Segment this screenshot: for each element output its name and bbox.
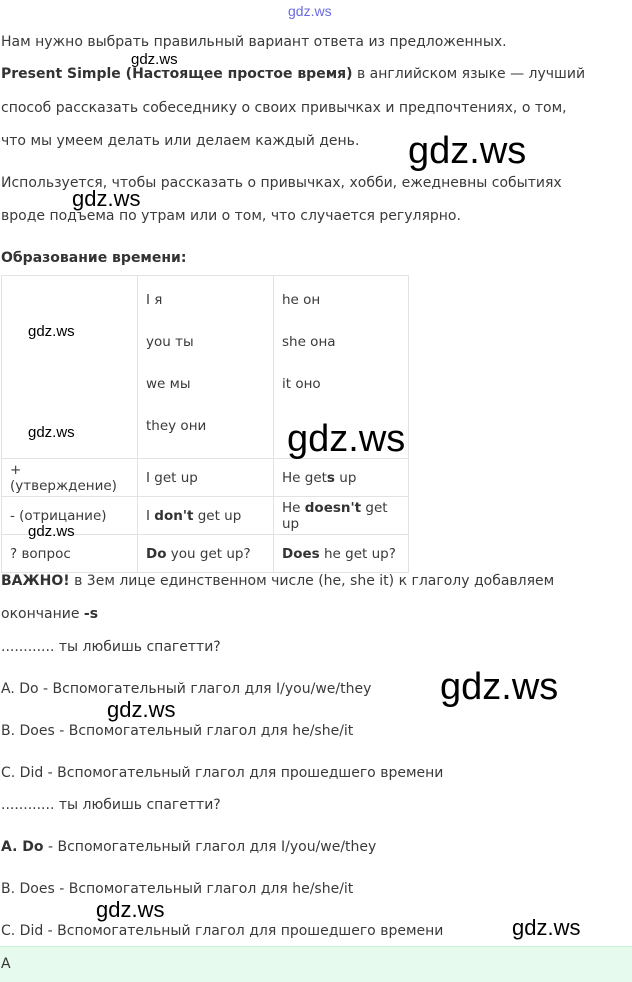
question-2: ............ ты любишь спагетти? (1, 797, 221, 813)
answer-text: A (1, 956, 11, 972)
pronoun: it оно (282, 376, 321, 392)
watermark: gdz.ws (131, 51, 178, 68)
present-simple-line1 (1, 66, 585, 82)
option-b-repeat: B. Does - Вспомогательный глагол для he/she/it (1, 881, 354, 897)
intro-text: Нам нужно выбрать правильный вариант ответа из предложенных. (1, 34, 507, 50)
present-simple-line1-rest: в английском языке — лучший (352, 66, 586, 82)
watermark: gdz.ws (28, 323, 75, 340)
cell: I get up (138, 459, 274, 497)
watermark: gdz.ws (28, 523, 75, 540)
watermark: gdz.ws (287, 418, 406, 460)
important-line2: окончание -s (1, 606, 99, 622)
usage-line2: вроде подъема по утрам или о том, что случается регулярно. (1, 208, 461, 224)
usage-line1: Используется, чтобы рассказать о привычках, хобби, ежедневны событиях (1, 175, 562, 191)
watermark: gdz.ws (440, 666, 559, 708)
pronouns-plural-cell (138, 276, 274, 459)
watermark: gdz.ws (96, 897, 165, 922)
table-row-question (2, 535, 409, 573)
table-row-affirmative (2, 459, 409, 497)
present-simple-term: Present Simple (Настоящее простое время) (1, 66, 353, 82)
watermark: gdz.ws (72, 186, 141, 211)
row-label: ? вопрос (2, 535, 138, 573)
watermark-top: gdz.ws (288, 3, 332, 19)
pronoun: they они (146, 418, 207, 434)
option-a-correct: A. Do - Вспомогательный глагол для I/you/we/they (1, 839, 377, 855)
watermark: gdz.ws (512, 915, 581, 940)
important-line1: ВАЖНО! в 3ем лице единственном числе (he, she it) к глаголу добавляем (1, 573, 555, 589)
pronoun: we мы (146, 376, 191, 392)
pronoun: he он (282, 292, 321, 308)
pronoun: I я (146, 292, 163, 308)
pronoun: you ты (146, 334, 194, 350)
cell: He gets up (274, 459, 409, 497)
important-label: ВАЖНО! (1, 573, 70, 589)
cell: He doesn't get up (274, 497, 409, 535)
present-simple-line2: способ рассказать собеседнику о своих привычках и предпочтениях, о том, (1, 100, 567, 116)
answer-bar (0, 946, 632, 982)
option-a: A. Do - Вспомогательный глагол для I/you/we/they (1, 681, 372, 697)
pronoun: she она (282, 334, 336, 350)
row-label: + (утверждение) (2, 459, 138, 497)
option-c-repeat: C. Did - Вспомогательный глагол для прошедшего времени (1, 923, 444, 939)
cell: Do you get up? (138, 535, 274, 573)
formation-heading: Образование времени: (1, 250, 187, 266)
present-simple-line3: что мы умеем делать или делаем каждый день. (1, 133, 360, 149)
watermark: gdz.ws (408, 130, 527, 172)
cell: Does he get up? (274, 535, 409, 573)
option-c: C. Did - Вспомогательный глагол для прошедшего времени (1, 765, 444, 781)
watermark: gdz.ws (107, 697, 176, 722)
cell: I don't get up (138, 497, 274, 535)
row-label: - (отрицание) (2, 497, 138, 535)
question-1: ............ ты любишь спагетти? (1, 639, 221, 655)
watermark: gdz.ws (28, 424, 75, 441)
option-b: B. Does - Вспомогательный глагол для he/she/it (1, 723, 354, 739)
